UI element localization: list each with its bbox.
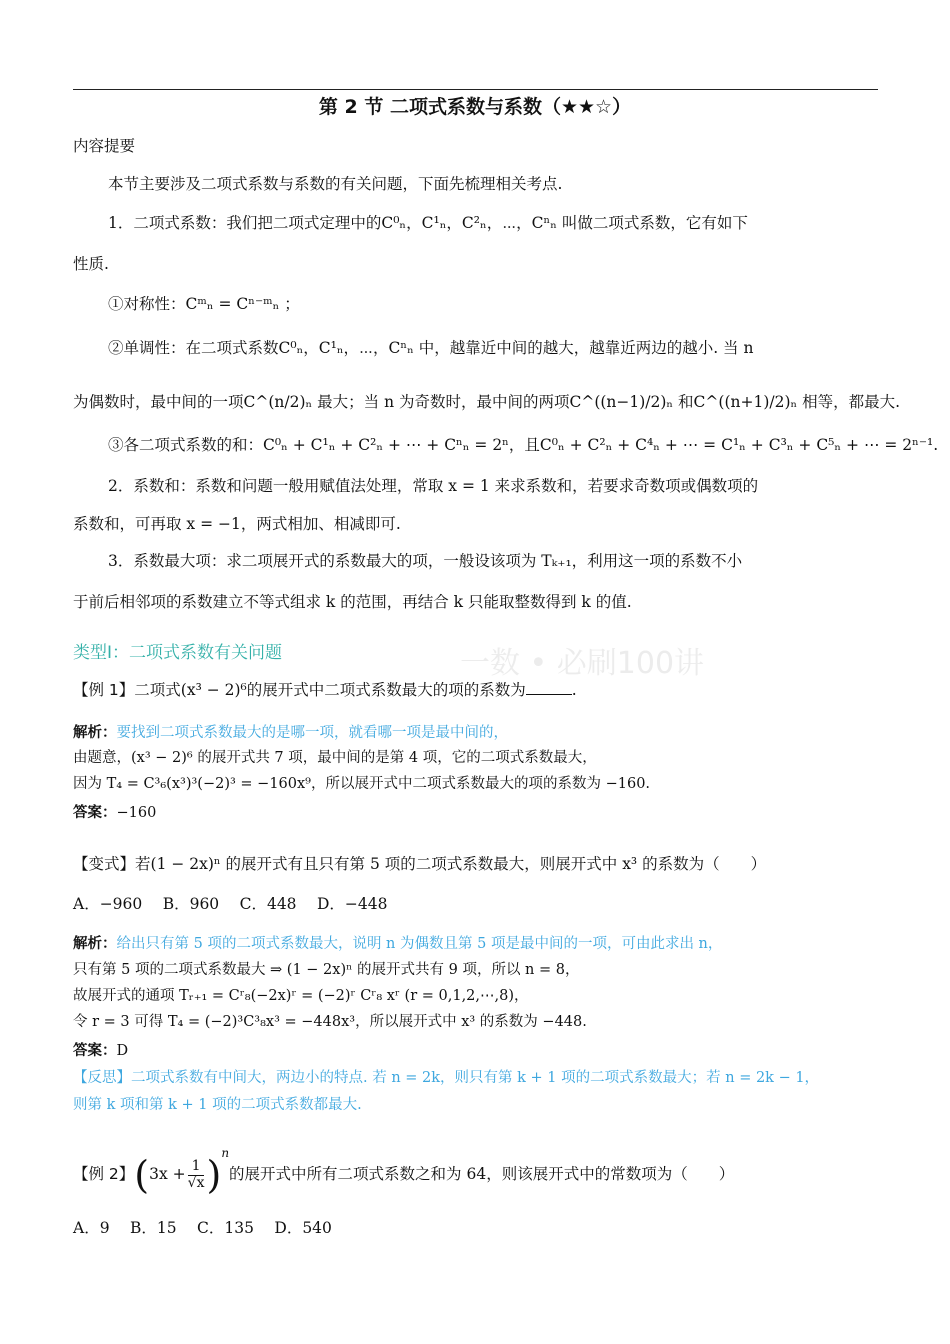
example1-line2: 因为 T₄ = C³₆(x³)³(−2)³ = −160x⁹，所以展开式中二项式系数最大的项的系数为 −160.	[73, 776, 651, 792]
page-title: 第 2 节 二项式系数与系数（★★☆）	[318, 96, 632, 118]
summary-intro: 本节主要涉及二项式系数与系数的有关问题，下面先梳理相关考点.	[108, 175, 563, 193]
summary-heading: 内容提要	[73, 137, 136, 155]
fraction-denominator: √x	[187, 1174, 205, 1191]
example2-power: n	[221, 1146, 230, 1160]
analysis-hint: 给出只有第 5 项的二项式系数最大，说明 n 为偶数且第 5 项是最中间的一项，可由此求出 n，	[116, 936, 723, 952]
variant-options: A．−960 B．960 C．448 D．−448	[73, 895, 388, 913]
point3-line1: 3．系数最大项：求二项展开式的系数最大的项，一般设该项为 Tₖ₊₁，利用这一项的系数不小	[108, 552, 743, 570]
variant-question	[73, 852, 766, 874]
point1-line2: 性质.	[73, 255, 109, 273]
answer-value: D	[116, 1043, 129, 1059]
variant-label: 【变式】	[73, 855, 136, 873]
answer-value: −160	[116, 805, 157, 821]
reflection-label: 【反思】	[73, 1070, 131, 1086]
point3-line2: 于前后相邻项的系数建立不等式组求 k 的范围，再结合 k 只能取整数得到 k 的值.	[73, 593, 632, 611]
property-monotonic-line2: 为偶数时，最中间的一项C^(n/2)ₙ 最大；当 n 为奇数时，最中间的两项C^((n−1)/2)ₙ 和C^((n+1)/2)ₙ 相等，都最大.	[73, 393, 901, 411]
example1-label: 【例 1】	[73, 681, 135, 699]
property-sum: ③各二项式系数的和：C⁰ₙ + C¹ₙ + C²ₙ + ⋯ + Cⁿₙ = 2ⁿ，且C⁰ₙ + C²ₙ + C⁴ₙ + ⋯ = C¹ₙ + C³ₙ + C⁵ₙ + ⋯ = 2ⁿ⁻¹.	[108, 436, 939, 454]
watermark: 一数 • 必刷100讲	[460, 646, 705, 681]
point1-line1: 1．二项式系数：我们把二项式定理中的C⁰ₙ，C¹ₙ，C²ₙ，⋯，Cⁿₙ 叫做二项式系数，它有如下	[108, 214, 748, 232]
example2-text: 的展开式中所有二项式系数之和为 64，则该展开式中的常数项为（ ）	[229, 1165, 735, 1183]
analysis-label: 解析：	[73, 725, 117, 741]
example2-label: 【例 2】	[73, 1165, 135, 1183]
variant-line2: 故展开式的通项 Tᵣ₊₁ = Cʳ₈(−2x)ʳ = (−2)ʳ Cʳ₈ xʳ (r = 0,1,2,⋯,8)，	[73, 988, 529, 1004]
example1-analysis-hint	[73, 721, 508, 742]
reflection-text: 二项式系数有中间大，两边小的特点. 若 n = 2k，则只有第 k + 1 项的二项式系数最大；若 n = 2k − 1，	[131, 1070, 820, 1086]
reflection-line1	[73, 1066, 819, 1087]
variant-line1: 只有第 5 项的二项式系数最大 ⇒ (1 − 2x)ⁿ 的展开式共有 9 项，所以 n = 8，	[73, 962, 580, 978]
analysis-hint: 要找到二项式系数最大的是哪一项，就看哪一项是最中间的，	[116, 725, 508, 741]
right-paren: )	[206, 1153, 222, 1197]
answer-label: 答案：	[73, 1043, 117, 1059]
header-rule	[73, 89, 878, 90]
example1-end: .	[571, 681, 577, 699]
example2-expr: 3x +	[149, 1165, 186, 1183]
point2-line2: 系数和，可再取 x = −1，两式相加、相减即可.	[73, 515, 401, 533]
property-monotonic-line1: ②单调性：在二项式系数C⁰ₙ，C¹ₙ，⋯，Cⁿₙ 中，越靠近中间的越大，越靠近两边的越小. 当 n	[108, 339, 754, 357]
example1-text: 二项式(x³ − 2)⁶的展开式中二项式系数最大的项的系数为	[134, 681, 526, 699]
example2-options: A．9 B．15 C．135 D．540	[73, 1219, 332, 1237]
variant-text: 若(1 − 2x)ⁿ 的展开式有且只有第 5 项的二项式系数最大，则展开式中 x³ 的系数为（ ）	[135, 855, 767, 873]
variant-line3: 令 r = 3 可得 T₄ = (−2)³C³₈x³ = −448x³，所以展开式中 x³ 的系数为 −448.	[73, 1014, 587, 1030]
reflection-line2: 则第 k 项和第 k + 1 项的二项式系数都最大.	[73, 1097, 362, 1113]
left-paren: (	[134, 1153, 150, 1197]
answer-label: 答案：	[73, 805, 117, 821]
answer-blank	[526, 680, 572, 695]
example1-answer	[73, 801, 156, 822]
variant-answer	[73, 1039, 128, 1060]
fraction-numerator: 1	[188, 1159, 205, 1175]
variant-analysis-hint	[73, 932, 722, 953]
example2-question	[73, 1146, 734, 1197]
example1-question	[73, 678, 577, 700]
type1-heading: 类型Ⅰ：二项式系数有关问题	[73, 643, 283, 663]
analysis-label: 解析：	[73, 936, 117, 952]
example1-line1: 由题意，(x³ − 2)⁶ 的展开式共 7 项，最中间的是第 4 项，它的二项式系数最大，	[73, 750, 597, 766]
fraction	[188, 1159, 205, 1191]
point2-line1: 2．系数和：系数和问题一般用赋值法处理，常取 x = 1 来求系数和，若要求奇数项或偶数项的	[108, 477, 759, 495]
property-symmetry: ①对称性：Cᵐₙ = Cⁿ⁻ᵐₙ ；	[108, 295, 300, 313]
